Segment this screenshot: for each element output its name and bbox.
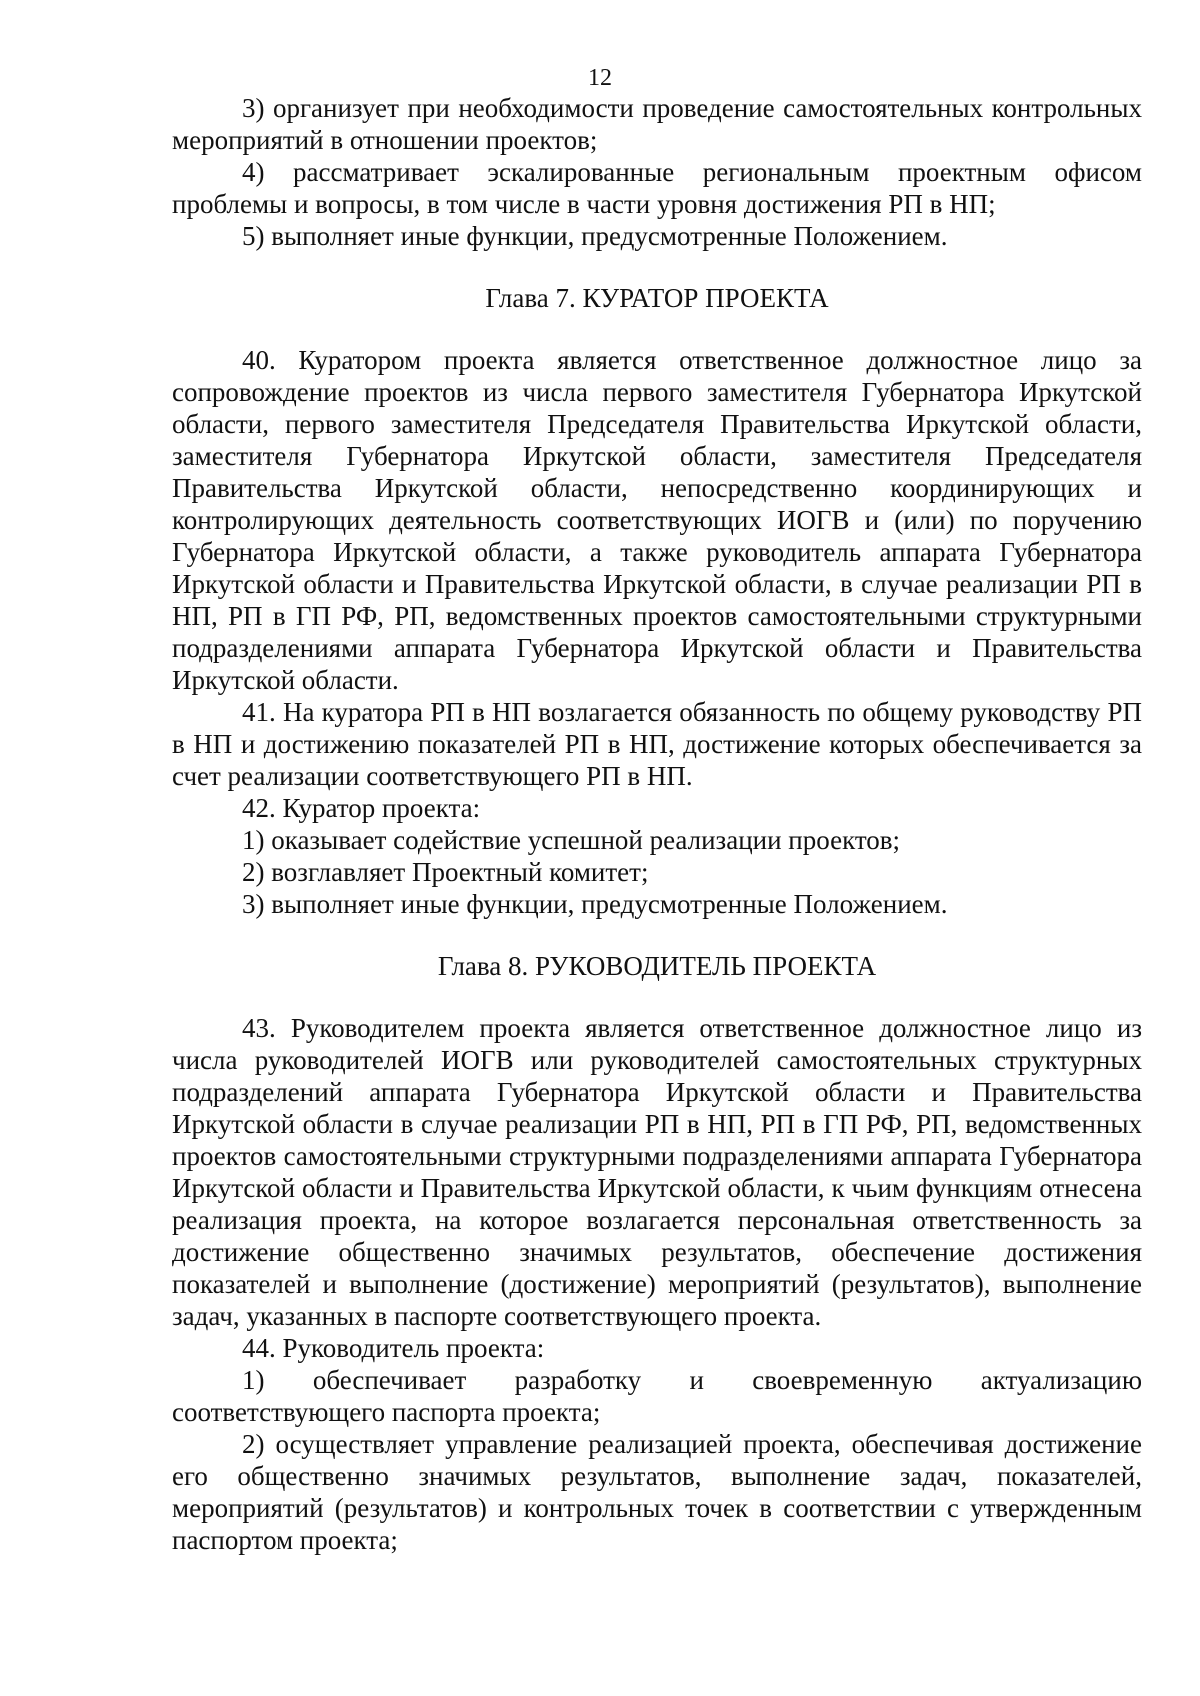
- paragraph-item-4-escalated-issues: 4) рассматривает эскалированные региональным проектным офисом проблемы и вопросы, в том числе в части уровня достижения РП в НП;: [172, 157, 1142, 219]
- document-body: [172, 92, 1142, 1556]
- paragraph-item-3-control-measures: 3) организует при необходимости проведение самостоятельных контрольных мероприятий в отношении проектов;: [172, 93, 1142, 155]
- paragraph-44-item-2: 2) осуществляет управление реализацией проекта, обеспечивая достижение его общественно значимых результатов, выполнение задач, показателей, мероприятий (результатов) и контрольных точек в соответствии с утвержденным паспортом проекта;: [172, 1429, 1142, 1555]
- paragraph-44: 44. Руководитель проекта:: [242, 1333, 545, 1363]
- paragraph-42-item-2: 2) возглавляет Проектный комитет;: [242, 857, 649, 887]
- paragraph-item-5-other-functions: 5) выполняет иные функции, предусмотренные Положением.: [242, 221, 948, 251]
- paragraph-44-item-1: 1) обеспечивает разработку и своевременную актуализацию соответствующего паспорта проекта;: [172, 1365, 1142, 1427]
- page-number: 12: [588, 65, 612, 91]
- paragraph-42-item-3: 3) выполняет иные функции, предусмотренные Положением.: [242, 889, 948, 919]
- paragraph-42: 42. Куратор проекта:: [242, 793, 481, 823]
- paragraph-43: 43. Руководителем проекта является ответственное должностное лицо из числа руководителей ИОГВ или руководителей самостоятельных структурных подразделений аппарата Губернатора Иркутской области и Правительства Иркутской области в случае реализации РП в НП, РП в ГП РФ, РП, ведомственных проектов самостоятельными структурными подразделениями аппарата Губернатора Иркутской области и Правительства Иркутской области, к чьим функциям отнесена реализация проекта, на которое возлагается персональная ответственность за достижение общественно значимых результатов, обеспечение достижения показателей и выполнение (достижение) мероприятий (результатов), выполнение задач, указанных в паспорте соответствующего проекта.: [172, 1013, 1142, 1331]
- paragraph-41: 41. На куратора РП в НП возлагается обязанность по общему руководству РП в НП и достижению показателей РП в НП, достижение которых обеспечивается за счет реализации соответствующего РП в НП.: [172, 697, 1142, 791]
- chapter-8-heading: Глава 8. РУКОВОДИТЕЛЬ ПРОЕКТА: [437, 951, 877, 981]
- chapter-7-heading: Глава 7. КУРАТОР ПРОЕКТА: [485, 283, 829, 313]
- paragraph-42-item-1: 1) оказывает содействие успешной реализации проектов;: [242, 825, 901, 855]
- paragraph-40: 40. Куратором проекта является ответственное должностное лицо за сопровождение проектов из числа первого заместителя Губернатора Иркутской области, первого заместителя Председателя Правительства Иркутской области, заместителя Губернатора Иркутской области, заместителя Председателя Правительства Иркутской области, непосредственно координирующих и контролирующих деятельность соответствующих ИОГВ и (или) по поручению Губернатора Иркутской области, а также руководитель аппарата Губернатора Иркутской области и Правительства Иркутской области, в случае реализации РП в НП, РП в ГП РФ, РП, ведомственных проектов самостоятельными структурными подразделениями аппарата Губернатора Иркутской области и Правительства Иркутской области.: [172, 345, 1142, 695]
